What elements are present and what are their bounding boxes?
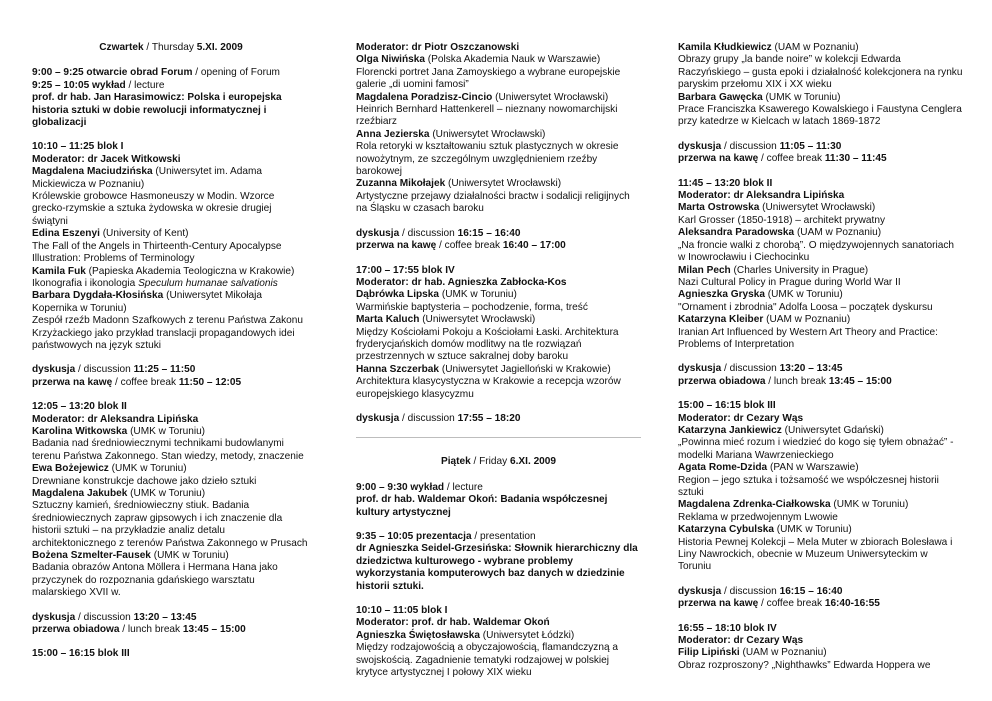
program-line — [678, 623, 963, 635]
text: / coffee break — [758, 153, 825, 165]
text: / lunch break — [765, 375, 829, 387]
text: Warmińskie baptysteria – pochodzenie, forma, treść — [356, 301, 588, 313]
bold-text: 16:40-16:55 — [824, 598, 880, 610]
text: Reklama w przedwojennym Lwowie — [678, 511, 838, 523]
program-block — [356, 265, 641, 401]
text: Iranian Art Influenced by Western Art Theory and Practice: Problems of Interpretation — [678, 326, 938, 350]
bold-text: Karolina Witkowska — [32, 425, 128, 437]
bold-text: Katarzyna Kleiber — [678, 314, 764, 326]
program-line — [32, 141, 310, 153]
bold-text: Magdalena Jakubek — [32, 488, 128, 499]
bold-text: 10:10 – 11:25 blok I — [32, 141, 124, 153]
bold-text: Kamila Fuk — [32, 265, 86, 277]
bold-text: dr Agnieszka Seidel-Grzesińska: Słownik hierarchiczny dla dziedzictwa kulturowego - wybrane problemy wykorzystania komputerowych baz danych w dziedzinie historii sztuki. — [356, 543, 638, 592]
text: Między rodzajowością a obyczajowością, flamandczyzną a swojskością. Zagadnienie tematyki rodzajowej w polskiej krytyce artystycznej I połowy XIX wieku — [356, 642, 618, 679]
program-line — [678, 215, 963, 227]
program-line — [678, 635, 963, 647]
program-block — [356, 413, 641, 425]
bold-text: 11:45 – 13:20 blok II — [678, 177, 773, 189]
bold-text: Marta Kaluch — [356, 314, 420, 326]
program-line — [32, 92, 310, 129]
program-line — [356, 228, 641, 240]
text: (UMK w Toruniu) — [773, 524, 852, 536]
program-line — [678, 42, 963, 54]
program-column-1 — [32, 42, 310, 673]
day-heading-date: 6.XI. 2009 — [510, 456, 557, 468]
program-line — [678, 363, 963, 375]
bold-text: Milan Pech — [678, 264, 731, 276]
program-line — [356, 92, 641, 104]
text: (UMK w Toruniu) — [764, 289, 843, 301]
program-line — [678, 512, 963, 524]
program-line — [678, 202, 963, 214]
bold-text: Barbara Dygdała-Kłosińska — [32, 290, 164, 302]
bold-text: prof. dr hab. Waldemar Okoń: Badania współczesnej kultury artystycznej — [356, 494, 608, 518]
bold-text: Olga Niwińska — [356, 54, 425, 66]
bold-text: 9:35 – 10:05 prezentacja — [356, 531, 472, 542]
bold-text: dyskusja — [678, 140, 722, 152]
text: / discussion — [75, 364, 134, 376]
program-block — [678, 363, 963, 388]
bold-text: Marta Ostrowska — [678, 202, 760, 214]
program-line — [678, 400, 963, 412]
text: (UAM w Poznaniu) — [763, 314, 851, 326]
program-line — [678, 240, 963, 265]
program-block — [356, 531, 641, 593]
program-line — [32, 463, 310, 475]
bold-text: Barbara Gawęcka — [678, 91, 763, 103]
program-line — [32, 166, 310, 191]
text: (UAM w Poznaniu) — [739, 647, 827, 659]
bold-text: przerwa na kawę — [678, 598, 759, 610]
bold-text: Filip Lipiński — [678, 647, 740, 659]
program-line — [32, 315, 310, 352]
program-line — [678, 524, 963, 536]
bold-text: 16:15 – 16:40 — [779, 585, 843, 597]
text: Obraz rozproszony? „Nighthawks” Edwarda Hoppera we — [678, 659, 931, 671]
program-line — [678, 537, 963, 574]
text: (University of Kent) — [99, 228, 189, 240]
text: Architektura klasycystyczna w Krakowie a recepcja wzorów europejskiego klasycyzmu — [356, 376, 621, 400]
program-line — [32, 191, 310, 228]
bold-text: Magdalena Zdrenka-Ciałkowska — [678, 499, 831, 511]
text: (Uniwersytet Wrocławski) — [429, 128, 546, 140]
text: / discussion — [75, 611, 134, 623]
bold-text: 10:10 – 11:05 blok I — [356, 605, 448, 617]
text: Rola retoryki w kształtowaniu sztuk plastycznych w okresie nowożytnym, ze szczególnym uwzględnieniem rzeźby barokowej — [356, 141, 619, 178]
program-line — [356, 104, 641, 129]
program-block — [678, 586, 963, 611]
text: Nazi Cultural Policy in Prague during World War II — [678, 276, 901, 288]
bold-text: dyskusja — [678, 585, 722, 597]
bold-text: Zuzanna Mikołajek — [356, 178, 446, 190]
program-line — [32, 648, 310, 660]
italic-text: Speculum humanae salvationis — [138, 277, 278, 289]
bold-text: Moderator: prof. dr hab. Waldemar Okoń — [356, 617, 550, 629]
program-line — [678, 104, 963, 129]
text: Badania nad średniowiecznymi technikami budowlanymi terenu Państwa Zakonnego. Stan wiedzy, metody, znaczenie — [32, 438, 304, 462]
bold-text: 9:00 – 9:25 otwarcie obrad Forum — [32, 67, 193, 79]
program-line — [32, 67, 310, 79]
program-line — [678, 475, 963, 500]
bold-text: Bożena Szmelter-Fausek — [32, 550, 151, 562]
bold-text: Katarzyna Cybulska — [678, 524, 774, 536]
bold-text: Magdalena Maciudzińska — [32, 166, 153, 178]
bold-text: 11:25 – 11:50 — [133, 364, 196, 376]
text: / discussion — [721, 363, 780, 375]
bold-text: prof. dr hab. Jan Harasimowicz: Polska i europejska historia sztuki w dobie rewolucji informatycznej i globalizacji — [32, 92, 282, 129]
program-block — [678, 623, 963, 673]
bold-text: Moderator: dr Piotr Oszczanowski — [356, 42, 520, 53]
text: (Uniwersytet Wrocławski) — [445, 178, 562, 190]
text: / presentation — [471, 531, 536, 542]
program-line — [356, 42, 641, 54]
program-line — [32, 278, 310, 290]
program-line — [678, 92, 963, 104]
bold-text: 16:15 – 16:40 — [457, 227, 521, 239]
program-line — [356, 191, 641, 216]
bold-text: Magdalena Poradzisz-Cincio — [356, 91, 493, 103]
program-line — [32, 154, 310, 166]
text: (UMK w Toruniu) — [762, 91, 841, 103]
text: (UMK w Toruniu) — [150, 550, 229, 562]
program-line — [678, 314, 963, 326]
program-line — [356, 494, 641, 519]
program-line — [32, 414, 310, 426]
text: (Uniwersytet Łódzki) — [479, 629, 575, 641]
text: Historia Pewnej Kolekcji – Mela Muter w zbiorach Bolesława i Liny Nawrockich, obecnie w Muzeum Uniwersyteckim w Toruniu — [678, 536, 953, 573]
bold-text: Moderator: dr Jacek Witkowski — [32, 153, 181, 165]
bold-text: przerwa obiadowa — [678, 375, 766, 387]
day-heading-day-pl: Piątek — [440, 456, 471, 468]
program-line — [356, 314, 641, 326]
text: (UAM w Poznaniu) — [794, 227, 882, 239]
bold-text: przerwa na kawę — [32, 376, 113, 388]
program-line — [678, 277, 963, 289]
program-line — [32, 562, 310, 599]
bold-text: 11:50 – 12:05 — [178, 376, 242, 388]
text: Badania obrazów Antona Möllera i Hermana Hana jako przyczynek do rozpoznania gdańskiego warsztatu malarskiego XVII w. — [32, 562, 278, 599]
program-line — [32, 624, 310, 636]
text: / coffee break — [436, 240, 503, 252]
text: (Uniwersytet Wrocławski) — [759, 202, 876, 214]
bold-text: przerwa na kawę — [678, 153, 759, 165]
program-line — [356, 141, 641, 178]
program-block — [356, 605, 641, 679]
bold-text: 13:20 – 13:45 — [779, 363, 843, 375]
program-line — [678, 227, 963, 239]
text: / opening of Forum — [192, 67, 280, 79]
program-column-2 — [356, 42, 641, 691]
program-block — [32, 648, 310, 660]
program-line — [356, 67, 641, 92]
program-line — [356, 605, 641, 617]
program-line — [356, 240, 641, 252]
bold-text: 17:00 – 17:55 blok IV — [356, 264, 455, 276]
text: (Uniwersytet Wrocławski) — [419, 314, 536, 326]
program-line — [32, 426, 310, 438]
text: / discussion — [399, 412, 458, 424]
bold-text: dyskusja — [32, 611, 76, 623]
program-block — [32, 401, 310, 600]
text: (Uniwersytet im. Adama Mickiewicza w Poznaniu) — [32, 166, 262, 190]
bold-text: 13:20 – 13:45 — [133, 611, 197, 623]
program-block — [678, 178, 963, 352]
text: (Polska Akademia Nauk w Warszawie) — [425, 54, 601, 66]
bold-text: Agnieszka Gryska — [678, 289, 765, 301]
program-line — [356, 543, 641, 593]
program-line — [678, 289, 963, 301]
day-heading-day-en: Friday — [479, 456, 510, 468]
bold-text: Kamila Kłudkiewicz — [678, 42, 772, 53]
program-line — [678, 376, 963, 388]
text: (UAM w Poznaniu) — [771, 42, 859, 53]
text: / discussion — [721, 585, 780, 597]
bold-text: 15:00 – 16:15 blok III — [678, 400, 776, 412]
program-line — [678, 462, 963, 474]
program-line — [356, 531, 641, 543]
text: Sztuczny kamień, średniowieczny stiuk. Badania średniowiecznych zapraw gipsowych i ich znaczenie dla historii sztuki – na przykładzie analiz detalu architektonicznego z terenów Państwa Zakonnego w Prusach — [32, 500, 308, 549]
program-line — [32, 500, 310, 550]
bold-text: 13:45 – 15:00 — [828, 375, 892, 387]
bold-text: Dąbrówka Lipska — [356, 289, 440, 301]
program-line — [32, 488, 310, 500]
text: (Uniwersytet Wrocławski) — [492, 91, 609, 103]
program-line — [356, 289, 641, 301]
text: Heinrich Bernhard Hattenkerell – nieznany nowomarchijski rzeźbiarz — [356, 104, 618, 128]
day-separator — [356, 437, 641, 438]
text: Prace Franciszka Ksawerego Kowalskiego i Faustyna Cenglera przy katedrze w Kielcach w latach 1869-1872 — [678, 104, 962, 128]
text: Region – jego sztuka i tożsamość we współczesnej historii sztuki — [678, 474, 939, 498]
text: "Ornament i zbrodnia" Adolfa Loosa – początek dyskursu — [678, 301, 933, 313]
text: Zespół rzeźb Madonn Szafkowych z terenu Państwa Zakonu Krzyżackiego jako przykład translacji propagandowych idei państwowych na język sztuki — [32, 315, 303, 351]
text: (PAN w Warszawie) — [767, 462, 859, 474]
bold-text: 13:45 – 15:00 — [182, 624, 246, 636]
text: (UMK w Toruniu) — [439, 289, 517, 301]
day-heading-sep: / — [470, 456, 480, 468]
text: Obrazy grupy „la bande noire” w kolekcji Edwarda Raczyńskiego – gusta epoki i działalność kolekcjonera na rynku paryskim przełomu XIX i XX wieku — [678, 54, 963, 91]
program-line — [356, 413, 641, 425]
program-line — [32, 266, 310, 278]
text: / coffee break — [758, 598, 825, 610]
text: (Uniwersytet Gdański) — [781, 424, 884, 436]
day-heading — [32, 42, 310, 54]
program-line — [32, 550, 310, 562]
text: (UMK w Toruniu) — [127, 488, 206, 499]
text: „Na froncie walki z chorobą”. O międzywojennych sanatoriach w Inowrocławiu i Ciechocinku — [678, 239, 955, 264]
bold-text: 16:40 – 17:00 — [502, 240, 566, 252]
bold-text: 9:00 – 9:30 wykład — [356, 481, 445, 493]
bold-text: Anna Jezierska — [356, 128, 430, 140]
program-line — [678, 647, 963, 659]
bold-text: Moderator: dr hab. Agnieszka Zabłocka-Kos — [356, 276, 567, 288]
text: Drewniane konstrukcje dachowe jako dzieło sztuki — [32, 475, 257, 487]
bold-text: Moderator: dr Cezary Wąs — [678, 635, 804, 647]
day-heading-day-pl: Czwartek — [99, 42, 144, 53]
text: / coffee break — [112, 376, 179, 388]
program-line — [678, 499, 963, 511]
bold-text: Ewa Bożejewicz — [32, 463, 109, 475]
day-heading-sep: / — [143, 42, 152, 53]
program-line — [32, 290, 310, 315]
program-line — [678, 178, 963, 190]
bold-text: przerwa obiadowa — [32, 624, 120, 636]
text: / discussion — [721, 140, 780, 152]
program-line — [678, 586, 963, 598]
bold-text: Edina Eszenyi — [32, 228, 100, 240]
text: „Powinna mieć rozum i wiedzieć do kogo się tyłem obnażać” - modelki Mariana Wawrzenieckiego — [678, 437, 954, 461]
text: (UMK w Toruniu) — [108, 463, 187, 475]
program-line — [32, 476, 310, 488]
bold-text: 12:05 – 13:20 blok II — [32, 401, 127, 413]
program-block — [356, 42, 641, 216]
bold-text: 11:30 – 11:45 — [824, 153, 887, 165]
text: (Uniwersytet Jagielloński w Krakowie) — [439, 363, 611, 375]
program-line — [356, 482, 641, 494]
text: The Fall of the Angels in Thirteenth-Century Apocalypse Illustration: Problems of Terminology — [32, 240, 282, 265]
bold-text: Agnieszka Świętosławska — [356, 629, 480, 641]
bold-text: Moderator: dr Aleksandra Lipińska — [32, 413, 199, 425]
program-block — [356, 482, 641, 519]
program-line — [356, 302, 641, 314]
text: / lunch break — [119, 624, 183, 636]
program-line — [356, 376, 641, 401]
program-block — [32, 612, 310, 637]
program-line — [678, 660, 963, 672]
program-line — [32, 377, 310, 389]
program-block — [32, 67, 310, 129]
bold-text: 9:25 – 10:05 wykład — [32, 79, 126, 91]
bold-text: dyskusja — [356, 412, 400, 424]
program-block — [32, 141, 310, 352]
bold-text: Moderator: dr Aleksandra Lipińska — [678, 190, 845, 202]
program-line — [32, 364, 310, 376]
program-block — [356, 228, 641, 253]
text: / lecture — [125, 79, 165, 91]
program-line — [356, 178, 641, 190]
bold-text: Aleksandra Paradowska — [678, 227, 795, 239]
day-heading-date: 5.XI. 2009 — [196, 42, 243, 53]
program-block — [678, 141, 963, 166]
bold-text: 15:00 – 16:15 blok III — [32, 648, 130, 660]
program-line — [32, 438, 310, 463]
program-column-3 — [678, 42, 963, 684]
program-line — [678, 153, 963, 165]
program-line — [356, 54, 641, 66]
program-line — [678, 190, 963, 202]
program-line — [356, 364, 641, 376]
day-heading — [356, 456, 641, 468]
program-line — [678, 425, 963, 437]
bold-text: 16:55 – 18:10 blok IV — [678, 622, 777, 634]
program-line — [356, 630, 641, 642]
bold-text: Katarzyna Jankiewicz — [678, 424, 782, 436]
bold-text: 11:05 – 11:30 — [779, 140, 842, 152]
text: Artystyczne przejawy działalności bractw i sodalicji religijnych na Śląsku w czasach baroku — [356, 190, 630, 215]
program-block — [678, 42, 963, 129]
program-line — [356, 129, 641, 141]
text: (UMK w Toruniu) — [830, 499, 909, 511]
program-line — [678, 141, 963, 153]
program-line — [678, 265, 963, 277]
program-line — [356, 277, 641, 289]
program-line — [32, 612, 310, 624]
bold-text: dyskusja — [32, 364, 76, 376]
program-line — [678, 413, 963, 425]
program-line — [356, 642, 641, 679]
text: (UMK w Toruniu) — [127, 425, 206, 437]
bold-text: 17:55 – 18:20 — [457, 412, 521, 424]
program-line — [678, 302, 963, 314]
program-line — [356, 265, 641, 277]
program-block — [32, 364, 310, 389]
text: Między Kościołami Pokoju a Kościołami Łaski. Architektura fryderycjańskich domów modlitwy na tle rozwiązań przestrzennych w sztuce sakralnej doby baroku — [356, 326, 619, 363]
text: (Uniwersytet Mikołaja Kopernika w Toruniu) — [32, 290, 263, 314]
bold-text: Agata Rome-Dzida — [678, 462, 768, 474]
program-line — [356, 617, 641, 629]
bold-text: dyskusja — [356, 227, 400, 239]
program-line — [32, 401, 310, 413]
bold-text: Hanna Szczerbak — [356, 363, 440, 375]
bold-text: przerwa na kawę — [356, 240, 437, 252]
program-line — [678, 437, 963, 462]
bold-text: Moderator: dr Cezary Wąs — [678, 412, 804, 424]
program-block — [678, 400, 963, 574]
program-line — [678, 54, 963, 91]
text: Florencki portret Jana Zamoyskiego a wybrane europejskie galerie „di uomini famosi” — [356, 66, 621, 91]
text: Królewskie grobowce Hasmoneuszy w Modin. Wzorce grecko-rzymskie a sztuka żydowska w okresie drugiej świątyni — [32, 191, 275, 227]
text: Ikonografia i ikonologia — [32, 277, 139, 289]
text: Karl Grosser (1850-1918) – architekt prywatny — [678, 214, 886, 226]
program-line — [32, 228, 310, 240]
text: (Papieska Akademia Teologiczna w Krakowie) — [85, 265, 295, 277]
text: / discussion — [399, 227, 458, 239]
program-line — [678, 327, 963, 352]
day-heading-day-en: Thursday — [151, 42, 197, 53]
program-line — [678, 598, 963, 610]
text: (Charles University in Prague) — [730, 264, 869, 276]
text: / lecture — [444, 481, 483, 493]
program-line — [356, 327, 641, 364]
program-line — [32, 241, 310, 266]
bold-text: dyskusja — [678, 363, 722, 375]
program-line — [32, 80, 310, 92]
